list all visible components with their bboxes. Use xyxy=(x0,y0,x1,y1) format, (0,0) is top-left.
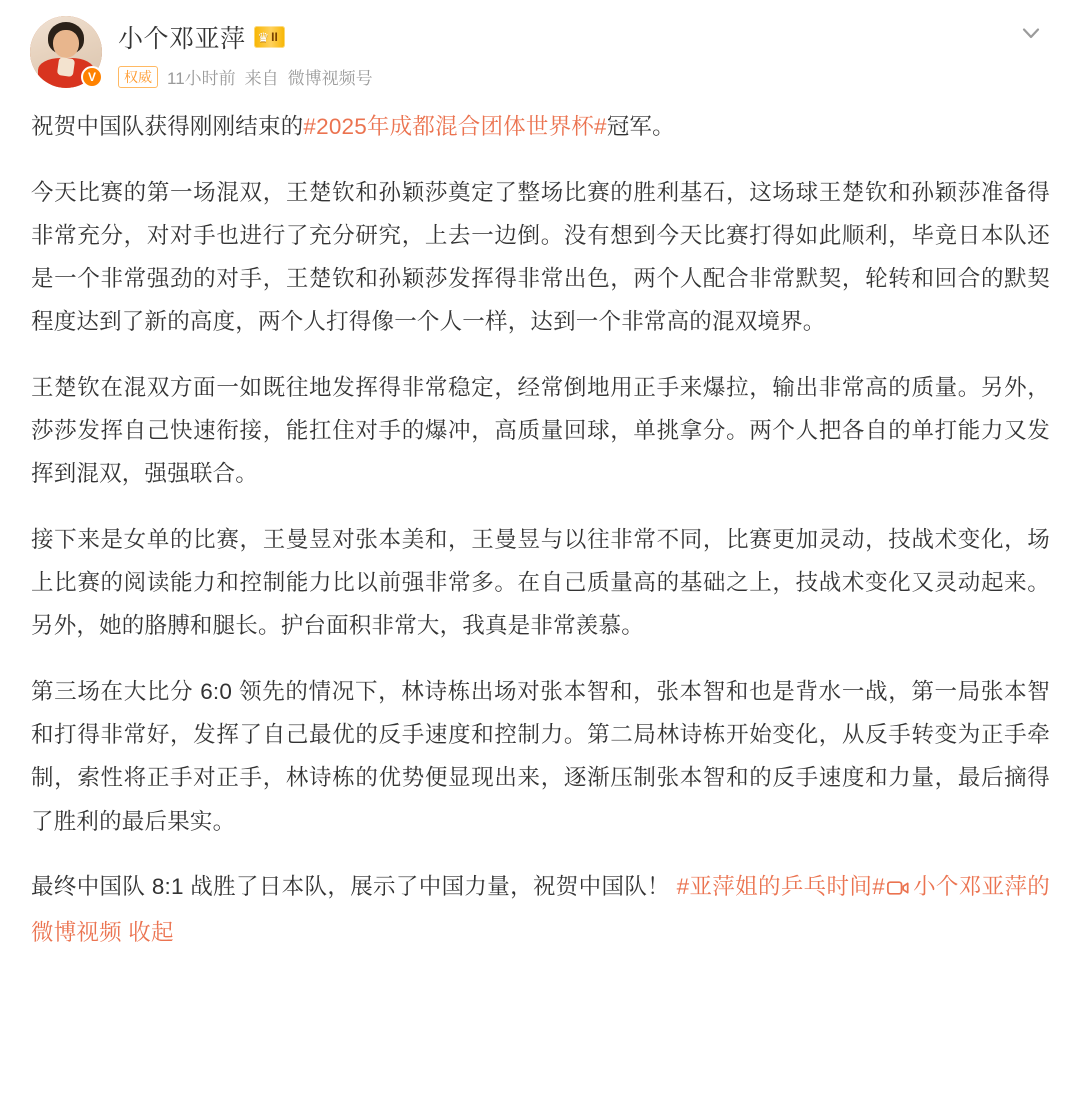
paragraph-6 xyxy=(31,865,1050,953)
text-run: 接下来是女单的比赛，王曼昱对张本美和，王曼昱与以往非常不同，比赛更加灵动，技战术变化，场上比赛的阅读能力和控制能力比以前强非常多。在自己质量高的基础之上，技战术变化又灵动起来。另外，她的胳膊和腿长。护台面积非常大，我真是非常羡慕。 xyxy=(31,527,1050,639)
collapse-text-button[interactable]: 收起 xyxy=(128,919,174,945)
source-prefix: 来自 xyxy=(244,69,279,88)
crown-icon: ♛ xyxy=(257,29,270,45)
paragraph-4 xyxy=(31,518,1050,648)
author-name[interactable]: 小个邓亚萍 xyxy=(118,25,246,53)
avatar-collar xyxy=(57,57,75,77)
paragraph-3 xyxy=(31,366,1050,496)
post-source[interactable]: 微博视频号 xyxy=(287,69,373,88)
post-time[interactable]: 11小时前 xyxy=(167,69,236,88)
text-run: 今天比赛的第一场混双，王楚钦和孙颖莎奠定了整场比赛的胜利基石，这场球王楚钦和孙颖莎准备得非常充分，对对手也进行了充分研究，上去一边倒。没有想到今天比赛打得如此顺利，毕竟日本队还是一个非常强劲的对手，王楚钦和孙颖莎发挥得非常出色，两个人配合非常默契，轮转和回合的默契程度达到了新的高度，两个人打得像一个人一样，达到一个非常高的混双境界。 xyxy=(31,179,1050,335)
text-run: 王楚钦在混双方面一如既往地发挥得非常稳定，经常倒地用正手来爆拉，输出非常高的质量。另外，莎莎发挥自己快速衔接，能扛住对手的爆冲，高质量回球，单挑拿分。两个人把各自的单打能力又发挥到混双，强强联合。 xyxy=(31,374,1050,487)
chevron-down-icon[interactable] xyxy=(1016,18,1046,48)
member-level-badge[interactable] xyxy=(254,26,285,48)
header-text-block xyxy=(118,14,1050,89)
post-content xyxy=(30,105,1050,954)
paragraph-1 xyxy=(31,105,1050,148)
avatar-face xyxy=(53,30,79,58)
post-meta xyxy=(118,64,1050,89)
video-camera-icon xyxy=(887,867,909,910)
authority-tag: 权威 xyxy=(118,66,158,88)
hashtag-link[interactable]: #亚萍姐的乒乓时间# xyxy=(676,874,885,900)
hashtag-link[interactable]: #2025年成都混合团体世界杯# xyxy=(303,114,607,139)
text-run: 最终中国队 8:1 战胜了日本队，展示了中国力量，祝贺中国队！ xyxy=(31,874,677,900)
name-row xyxy=(118,20,1050,54)
paragraph-5 xyxy=(31,670,1050,843)
post-header xyxy=(30,14,1050,89)
text-run: 冠军。 xyxy=(606,114,675,139)
member-level-text: II xyxy=(271,30,278,44)
video-link[interactable]: 小个邓亚萍的微博视频 xyxy=(31,874,1051,945)
avatar[interactable] xyxy=(30,16,102,88)
text-run: 第三场在大比分 6:0 领先的情况下，林诗栋出场对张本智和，张本智和也是背水一战，第一局张本智和打得非常好，发挥了自己最优的反手速度和控制力。第二局林诗栋开始变化，从反手转变为正手牵制，索性将正手对正手，林诗栋的优势便显现出来，逐渐压制张本智和的反手速度和力量，最后摘得了胜利的最后果实。 xyxy=(31,679,1050,834)
text-run: 祝贺中国队获得刚刚结束的 xyxy=(31,114,304,139)
verified-badge-icon: V xyxy=(81,66,103,88)
paragraph-2 xyxy=(31,171,1050,344)
